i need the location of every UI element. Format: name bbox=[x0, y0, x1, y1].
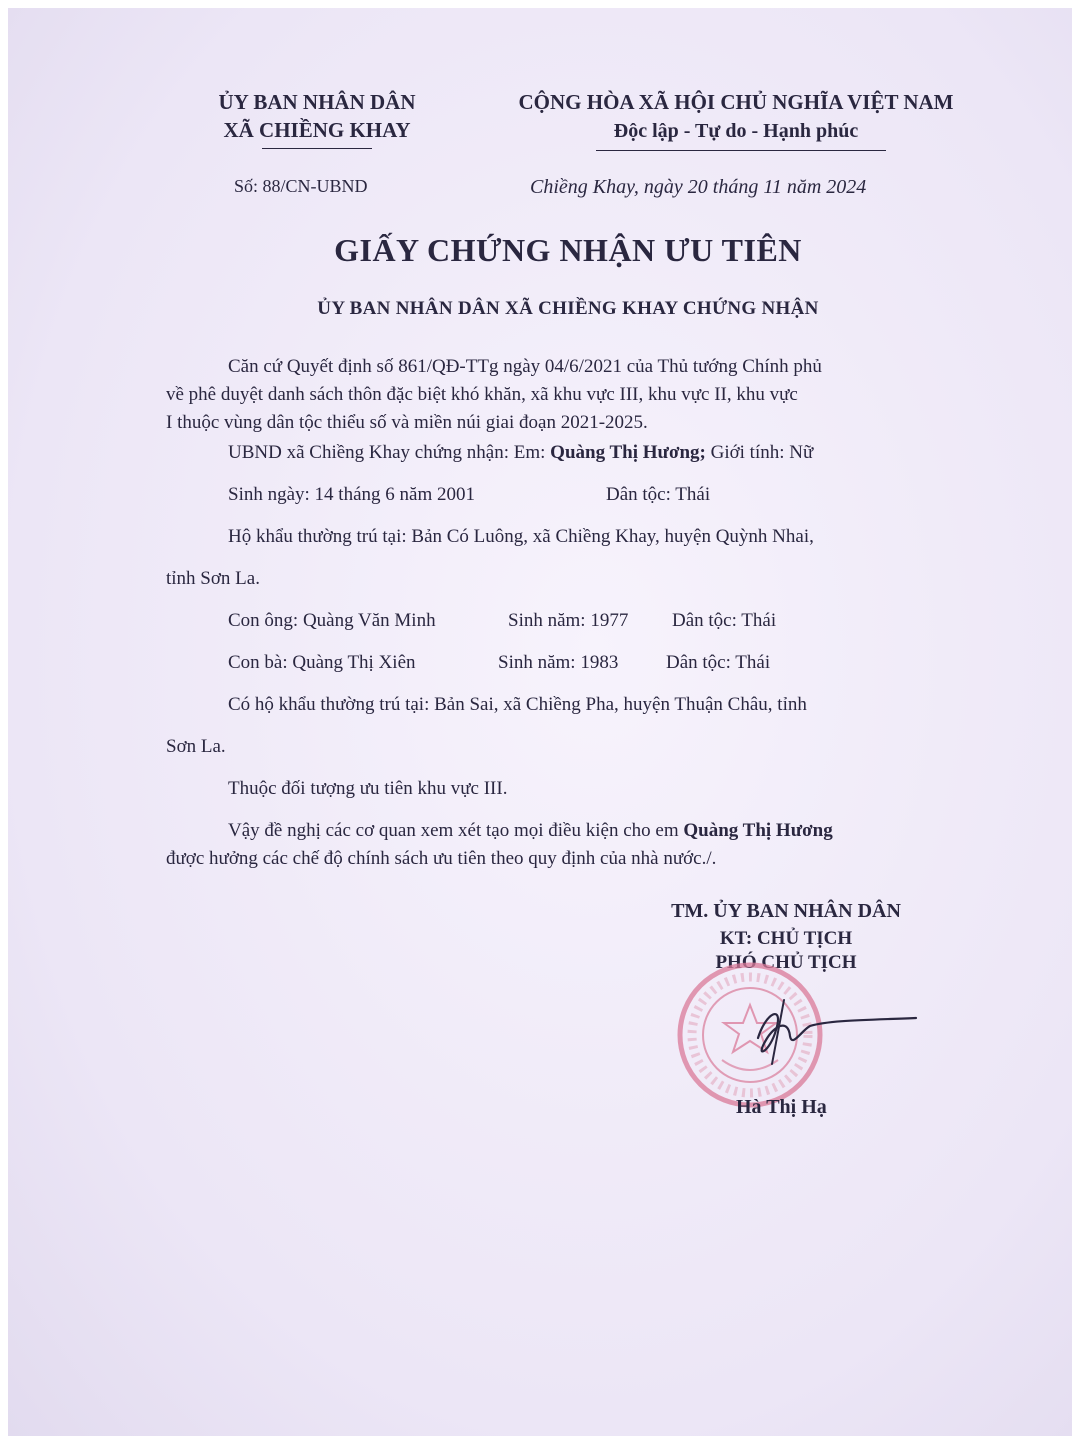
header-authority-line1: ỦY BAN NHÂN DÂN bbox=[218, 90, 416, 114]
handwritten-signature bbox=[758, 1000, 916, 1064]
priority-statement: Thuộc đối tượng ưu tiên khu vực III. bbox=[228, 778, 508, 799]
request-line-1 bbox=[228, 820, 833, 842]
parents-residence-line-2: Sơn La. bbox=[166, 736, 226, 757]
header-nation-motto: Độc lập - Tự do - Hạnh phúc bbox=[613, 120, 859, 142]
basis-line-3: I thuộc vùng dân tộc thiểu số và miền núi giai đoạn 2021-2025. bbox=[166, 412, 648, 433]
document-subtitle: ỦY BAN NHÂN DÂN XÃ CHIỀNG KHAY CHỨNG NHẬN bbox=[317, 298, 819, 319]
signature-role: KT: CHỦ TỊCH bbox=[719, 928, 853, 949]
photo-border-bottom bbox=[0, 1436, 1080, 1446]
father-birth-year: Sinh năm: 1977 bbox=[508, 610, 629, 631]
photo-border-right bbox=[1072, 0, 1080, 1446]
mother-name: Con bà: Quàng Thị Xiên bbox=[228, 652, 416, 673]
photo-border-left bbox=[0, 0, 8, 1446]
certification-prefix: UBND xã Chiềng Khay chứng nhận: Em: bbox=[228, 442, 551, 463]
basis-line-1: Căn cứ Quyết định số 861/QĐ-TTg ngày 04/6/2021 của Thủ tướng Chính phủ bbox=[228, 356, 822, 377]
signature-authority: TM. ỦY BAN NHÂN DÂN bbox=[671, 900, 901, 922]
residence-line-2: tỉnh Sơn La. bbox=[166, 568, 260, 589]
father-ethnicity: Dân tộc: Thái bbox=[672, 610, 777, 631]
request-prefix: Vậy đề nghị các cơ quan xem xét tạo mọi điều kiện cho em bbox=[228, 820, 684, 841]
document-number: Số: 88/CN-UBND bbox=[234, 176, 368, 196]
signer-name: Hà Thị Hạ bbox=[736, 1096, 827, 1118]
document-place-date: Chiềng Khay, ngày 20 tháng 11 năm 2024 bbox=[530, 176, 867, 198]
father-name: Con ông: Quàng Văn Minh bbox=[228, 610, 436, 631]
request-student-name: Quàng Thị Hương bbox=[683, 820, 833, 841]
header-nation-line1: CỘNG HÒA XÃ HỘI CHỦ NGHĨA VIỆT NAM bbox=[518, 90, 954, 114]
document-title: GIẤY CHỨNG NHẬN ƯU TIÊN bbox=[334, 232, 802, 268]
header-left-underline bbox=[262, 148, 372, 149]
mother-birth-year: Sinh năm: 1983 bbox=[498, 652, 619, 673]
header-authority-line2: XÃ CHIỀNG KHAY bbox=[223, 118, 411, 142]
photo-border-top bbox=[0, 0, 1080, 8]
student-birth: Sinh ngày: 14 tháng 6 năm 2001 bbox=[228, 484, 475, 505]
residence-line-1: Hộ khẩu thường trú tại: Bản Có Luông, xã Chiềng Khay, huyện Quỳnh Nhai, bbox=[228, 526, 814, 547]
request-line-2: được hưởng các chế độ chính sách ưu tiên theo quy định của nhà nước./. bbox=[166, 848, 717, 869]
signature-title: PHÓ CHỦ TỊCH bbox=[715, 952, 857, 973]
student-name: Quàng Thị Hương; bbox=[550, 442, 706, 463]
basis-line-2: về phê duyệt danh sách thôn đặc biệt khó khăn, xã khu vực III, khu vực II, khu vực bbox=[166, 384, 798, 405]
student-ethnicity: Dân tộc: Thái bbox=[606, 484, 711, 505]
certification-line bbox=[228, 442, 813, 464]
student-gender: Giới tính: Nữ bbox=[705, 442, 814, 463]
document-sheet bbox=[8, 8, 1072, 1436]
parents-residence-line-1: Có hộ khẩu thường trú tại: Bản Sai, xã Chiềng Pha, huyện Thuận Châu, tỉnh bbox=[228, 694, 807, 715]
mother-ethnicity: Dân tộc: Thái bbox=[666, 652, 771, 673]
header-right-underline bbox=[596, 150, 886, 151]
